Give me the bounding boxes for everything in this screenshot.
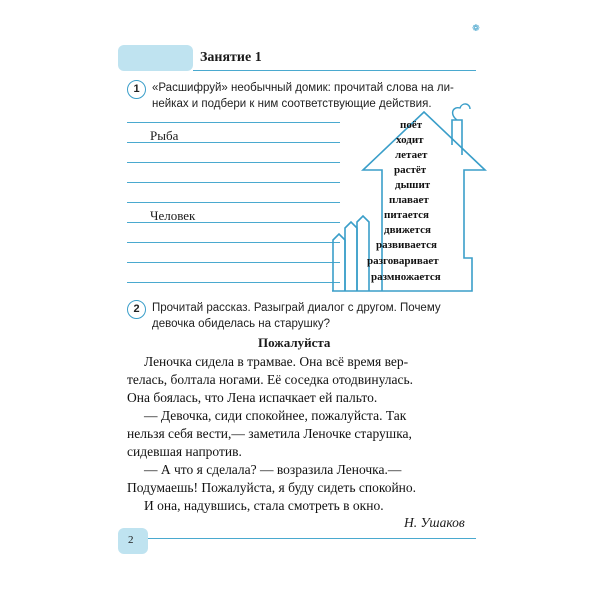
footer-rule — [148, 538, 476, 539]
task2-text-line1: Прочитай рассказ. Разыграй диалог с другом. Почему — [152, 302, 441, 314]
line-label-human: Человек — [150, 208, 196, 223]
writing-line — [127, 162, 340, 163]
task2-number-badge: 2 — [127, 300, 146, 319]
smoke-icon — [453, 104, 470, 120]
story-line: телась, болтала ногами. Её соседка отодвинулась. — [127, 372, 414, 387]
house-word: питается — [384, 209, 429, 221]
house-word: поёт — [400, 119, 423, 131]
story-author: Н. Ушаков — [404, 515, 465, 530]
header-tab — [118, 45, 193, 71]
story-line: — А что я сделала? — возразила Леночка.— — [144, 462, 402, 477]
house-word: движется — [384, 224, 431, 236]
writing-line — [127, 182, 340, 183]
story-line: Леночка сидела в трамвае. Она всё время вер- — [144, 354, 409, 369]
story-line: нельзя себя вести,— заметила Леночке старушка, — [127, 426, 412, 441]
house-word: растёт — [394, 164, 427, 176]
lesson-title: Занятие 1 — [200, 50, 262, 65]
house-word: ходит — [396, 134, 424, 146]
task1-number-badge: 1 — [127, 80, 146, 99]
task2-text-line2: девочка обиделась на старушку? — [152, 318, 331, 330]
house-word: размножается — [371, 271, 441, 283]
house-word: плавает — [389, 194, 429, 206]
writing-line — [127, 122, 340, 123]
writing-line — [127, 262, 340, 263]
corner-logo-icon: ❁ — [472, 24, 480, 34]
writing-line — [127, 282, 340, 283]
line-label-fish: Рыба — [150, 128, 179, 143]
writing-line — [127, 202, 340, 203]
story-title: Пожалуйста — [258, 335, 331, 350]
story-line: — Девочка, сиди спокойнее, пожалуйста. Так — [144, 408, 407, 423]
house-word: дышит — [395, 179, 431, 191]
house-word: разговаривает — [367, 255, 439, 267]
story-line: И она, надувшись, стала смотреть в окно. — [144, 498, 384, 513]
story-line: Она боялась, что Лена испачкает ей пальто. — [127, 390, 378, 405]
story-line: сидевшая напротив. — [127, 444, 242, 459]
task1-text-line1: «Расшифруй» необычный домик: прочитай слова на ли- — [152, 82, 454, 94]
house-word: развивается — [376, 239, 438, 251]
page-number: 2 — [128, 534, 134, 546]
story-line: Подумаешь! Пожалуйста, я буду сидеть спокойно. — [127, 480, 417, 495]
header-rule — [193, 70, 476, 71]
house-word: летает — [395, 149, 428, 161]
task1-text-line2: нейках и подбери к ним соответствующие действия. — [152, 98, 432, 110]
writing-line — [127, 242, 340, 243]
